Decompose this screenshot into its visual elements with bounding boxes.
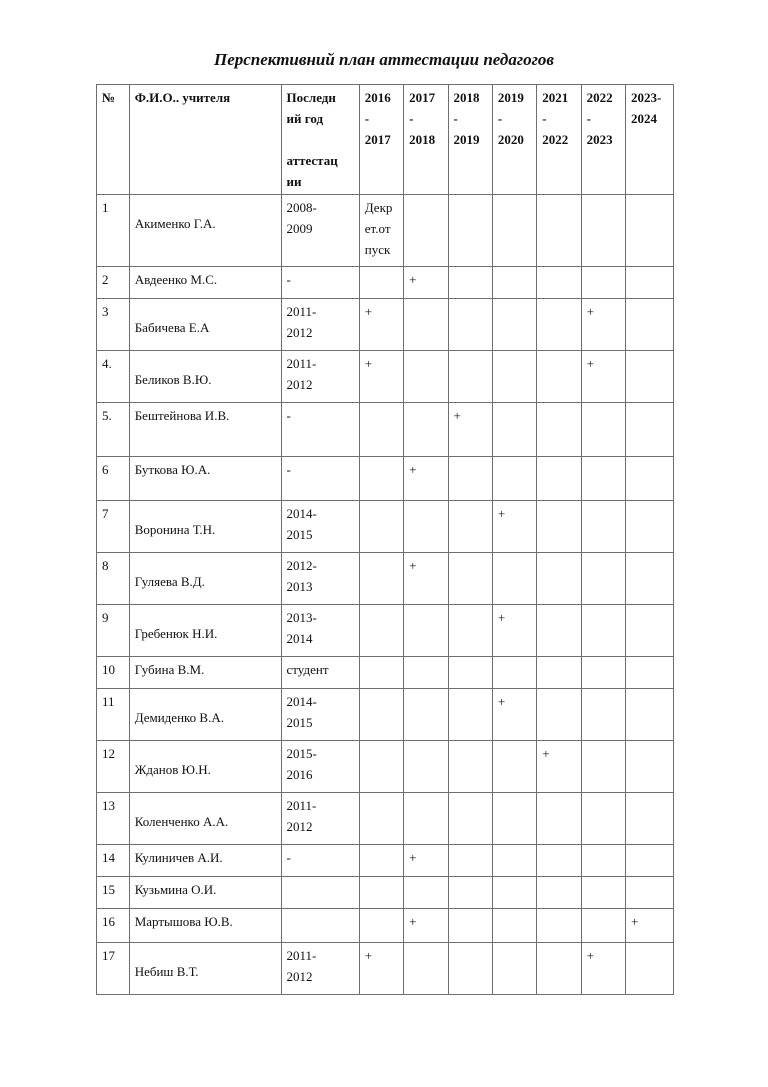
table-row [97, 689, 674, 741]
period-mark [404, 403, 448, 457]
period-mark [404, 909, 448, 943]
teacher-name-text: Губина В.М. [134, 662, 205, 677]
row-number [97, 689, 130, 741]
period-mark [448, 741, 492, 793]
teacher-name [129, 877, 281, 909]
period-mark [537, 909, 581, 943]
period-mark [492, 793, 536, 845]
period-mark [537, 501, 581, 553]
teacher-name-text: Гуляева В.Д. [134, 574, 205, 589]
period-mark [626, 457, 674, 501]
header-period: 2022 - 2023 [581, 85, 625, 195]
period-mark [359, 909, 403, 943]
period-mark [492, 741, 536, 793]
teacher-name [129, 845, 281, 877]
period-mark-text: + [586, 948, 594, 963]
table-row [97, 793, 674, 845]
period-mark [581, 943, 625, 995]
period-mark [359, 877, 403, 909]
last-attestation-year-text: 2013- 2014 [286, 610, 317, 646]
period-mark [404, 689, 448, 741]
period-mark [581, 657, 625, 689]
period-mark [448, 909, 492, 943]
row-number [97, 195, 130, 267]
period-mark-text: + [364, 948, 373, 963]
row-number-text: 8 [102, 558, 109, 573]
row-number-text: 14 [102, 850, 115, 865]
period-mark [537, 689, 581, 741]
period-mark [404, 501, 448, 553]
period-mark [581, 267, 625, 299]
period-mark [537, 403, 581, 457]
teacher-name [129, 195, 281, 267]
period-mark [492, 267, 536, 299]
row-number-text: 15 [102, 882, 115, 897]
period-mark [404, 605, 448, 657]
teacher-name-text: Небиш В.Т. [134, 964, 199, 979]
period-mark [537, 845, 581, 877]
teacher-name [129, 689, 281, 741]
period-mark [404, 553, 448, 605]
period-mark-text: + [631, 914, 639, 929]
last-attestation-year [281, 909, 359, 943]
teacher-name-text: Жданов Ю.Н. [134, 762, 211, 777]
period-mark [626, 501, 674, 553]
period-mark [626, 943, 674, 995]
last-attestation-year [281, 457, 359, 501]
period-mark [581, 351, 625, 403]
period-mark-text: + [409, 462, 417, 477]
teacher-name [129, 793, 281, 845]
last-attestation-year [281, 793, 359, 845]
period-mark-text: + [409, 272, 417, 287]
last-attestation-year-text: 2012- 2013 [286, 558, 317, 594]
period-mark [492, 351, 536, 403]
last-attestation-year-text: 2015- 2016 [286, 746, 317, 782]
period-mark [404, 845, 448, 877]
table-row [97, 845, 674, 877]
period-mark [537, 553, 581, 605]
row-number [97, 909, 130, 943]
period-mark [359, 195, 403, 267]
last-attestation-year [281, 689, 359, 741]
period-mark [581, 909, 625, 943]
last-attestation-year [281, 605, 359, 657]
last-attestation-year [281, 657, 359, 689]
row-number-text: 10 [102, 662, 115, 677]
period-mark [492, 689, 536, 741]
teacher-name-text: Буткова Ю.А. [134, 462, 211, 477]
teacher-name-text: Акименко Г.А. [134, 216, 216, 231]
row-number [97, 657, 130, 689]
row-number [97, 553, 130, 605]
row-number [97, 793, 130, 845]
teacher-name-text: Бештейнова И.В. [134, 408, 230, 423]
period-mark [359, 845, 403, 877]
period-mark [404, 877, 448, 909]
teacher-name-text: Бабичева Е.А [134, 320, 210, 335]
period-mark [359, 741, 403, 793]
last-attestation-year-text: студент [286, 662, 329, 677]
last-attestation-year-text: - [286, 408, 291, 423]
period-mark [537, 741, 581, 793]
last-attestation-year [281, 195, 359, 267]
period-mark-text: + [364, 304, 373, 319]
period-mark [359, 351, 403, 403]
period-mark [537, 457, 581, 501]
last-attestation-year [281, 267, 359, 299]
teacher-name [129, 457, 281, 501]
teacher-name-text: Беликов В.Ю. [134, 372, 212, 387]
table-row [97, 657, 674, 689]
period-mark [448, 299, 492, 351]
teacher-name [129, 605, 281, 657]
row-number [97, 351, 130, 403]
teacher-name-text: Коленченко А.А. [134, 814, 229, 829]
last-attestation-year [281, 877, 359, 909]
period-mark-text: + [453, 408, 461, 423]
teacher-name [129, 909, 281, 943]
period-mark [448, 943, 492, 995]
header-period: 2019 - 2020 [492, 85, 536, 195]
row-number-text: 1 [102, 200, 109, 215]
row-number-text: 6 [102, 462, 109, 477]
period-mark [581, 553, 625, 605]
last-attestation-year-text: 2008- 2009 [286, 200, 317, 236]
period-mark [581, 605, 625, 657]
last-attestation-year [281, 845, 359, 877]
table-row [97, 267, 674, 299]
row-number [97, 403, 130, 457]
table-row [97, 909, 674, 943]
last-attestation-year-text: - [286, 850, 291, 865]
period-mark [359, 943, 403, 995]
period-mark [626, 845, 674, 877]
row-number-text: 12 [102, 746, 115, 761]
period-mark [492, 457, 536, 501]
row-number [97, 267, 130, 299]
period-mark [581, 299, 625, 351]
teacher-name [129, 943, 281, 995]
period-mark [448, 845, 492, 877]
table-row [97, 605, 674, 657]
attestation-table [96, 84, 674, 995]
period-mark [492, 845, 536, 877]
period-mark [626, 877, 674, 909]
teacher-name-text: Воронина Т.Н. [134, 522, 216, 537]
period-mark [537, 195, 581, 267]
header-no: № [97, 85, 130, 195]
period-mark [404, 943, 448, 995]
period-mark [448, 267, 492, 299]
period-mark [448, 689, 492, 741]
last-attestation-year [281, 943, 359, 995]
row-number [97, 741, 130, 793]
period-mark [448, 605, 492, 657]
period-mark [359, 605, 403, 657]
period-mark [581, 845, 625, 877]
teacher-name [129, 501, 281, 553]
last-attestation-year [281, 553, 359, 605]
row-number [97, 877, 130, 909]
last-attestation-year [281, 299, 359, 351]
period-mark [581, 457, 625, 501]
period-mark [626, 267, 674, 299]
period-mark [537, 877, 581, 909]
period-mark [581, 403, 625, 457]
table-row [97, 299, 674, 351]
row-number-text: 5. [102, 408, 112, 423]
period-mark [448, 793, 492, 845]
row-number [97, 605, 130, 657]
period-mark-text: + [497, 610, 506, 625]
table-row [97, 351, 674, 403]
period-mark [537, 605, 581, 657]
teacher-name-text: Мартышова Ю.В. [134, 914, 233, 929]
period-mark [492, 909, 536, 943]
period-mark [359, 299, 403, 351]
period-mark [404, 657, 448, 689]
last-attestation-year [281, 501, 359, 553]
table-row [97, 553, 674, 605]
row-number [97, 943, 130, 995]
last-attestation-year-text: - [286, 462, 291, 477]
period-mark [448, 457, 492, 501]
teacher-name [129, 299, 281, 351]
period-mark [492, 605, 536, 657]
period-mark [626, 793, 674, 845]
row-number-text: 13 [102, 798, 115, 813]
period-mark [448, 877, 492, 909]
row-number-text: 9 [102, 610, 109, 625]
period-mark-text: + [497, 506, 506, 521]
teacher-name-text: Гребенюк Н.И. [134, 626, 218, 641]
period-mark [492, 943, 536, 995]
period-mark [492, 877, 536, 909]
last-attestation-year [281, 741, 359, 793]
period-mark-text: + [409, 558, 417, 573]
period-mark [359, 457, 403, 501]
period-mark [359, 267, 403, 299]
last-attestation-year-text: 2014- 2015 [286, 694, 317, 730]
period-mark [448, 657, 492, 689]
row-number-text: 17 [102, 948, 115, 963]
period-mark-text: + [364, 356, 373, 371]
period-mark [448, 553, 492, 605]
teacher-name [129, 351, 281, 403]
period-mark [448, 501, 492, 553]
table-row [97, 877, 674, 909]
period-mark-text: + [409, 850, 417, 865]
row-number-text: 11 [102, 694, 115, 709]
period-mark [537, 351, 581, 403]
period-mark [626, 351, 674, 403]
period-mark [359, 657, 403, 689]
period-mark-text: + [409, 914, 417, 929]
last-attestation-year-text: 2011- 2012 [286, 356, 317, 392]
period-mark [581, 741, 625, 793]
period-mark [359, 689, 403, 741]
header-period: 2017 - 2018 [404, 85, 448, 195]
header-last-year: Последн ий год аттестац ии [281, 85, 359, 195]
period-mark [626, 195, 674, 267]
period-mark [492, 657, 536, 689]
row-number [97, 501, 130, 553]
period-mark [448, 195, 492, 267]
period-mark [404, 351, 448, 403]
period-mark-text: + [542, 746, 550, 761]
period-mark [537, 793, 581, 845]
teacher-name-text: Авдеенко М.С. [134, 272, 218, 287]
header-period: 2018 - 2019 [448, 85, 492, 195]
row-number-text: 2 [102, 272, 109, 287]
period-mark [581, 501, 625, 553]
row-number [97, 457, 130, 501]
teacher-name-text: Кулиничев А.И. [134, 850, 223, 865]
teacher-name-text: Демиденко В.А. [134, 710, 224, 725]
period-mark [581, 793, 625, 845]
period-mark-text: + [586, 304, 594, 319]
header-period: 2016 - 2017 [359, 85, 403, 195]
period-mark [537, 267, 581, 299]
row-number-text: 7 [102, 506, 109, 521]
period-mark [537, 657, 581, 689]
period-mark [626, 909, 674, 943]
teacher-name [129, 741, 281, 793]
teacher-name [129, 553, 281, 605]
period-mark [448, 351, 492, 403]
period-mark [359, 501, 403, 553]
last-attestation-year [281, 351, 359, 403]
period-mark [537, 299, 581, 351]
period-mark [359, 403, 403, 457]
teacher-name-text: Кузьмина О.И. [134, 882, 217, 897]
table-row [97, 741, 674, 793]
last-attestation-year-text: 2011- 2012 [286, 798, 317, 834]
period-mark [537, 943, 581, 995]
period-mark [404, 195, 448, 267]
period-mark [492, 299, 536, 351]
period-mark [626, 553, 674, 605]
table-row [97, 195, 674, 267]
period-mark [581, 195, 625, 267]
header-name: Ф.И.О.. учителя [129, 85, 281, 195]
last-attestation-year [281, 403, 359, 457]
row-number-text: 16 [102, 914, 115, 929]
teacher-name [129, 267, 281, 299]
period-mark [626, 689, 674, 741]
period-mark [404, 267, 448, 299]
period-mark [492, 195, 536, 267]
period-mark [626, 605, 674, 657]
period-mark [359, 553, 403, 605]
last-attestation-year-text: - [286, 272, 291, 287]
period-mark [404, 741, 448, 793]
period-mark [492, 403, 536, 457]
period-mark [626, 403, 674, 457]
page-title: Перспективний план аттестации педагогов [213, 50, 555, 69]
table-row [97, 457, 674, 501]
row-number [97, 299, 130, 351]
period-mark [492, 501, 536, 553]
period-mark [448, 403, 492, 457]
table-row [97, 403, 674, 457]
table-row [97, 943, 674, 995]
period-mark [626, 299, 674, 351]
period-mark [359, 793, 403, 845]
last-attestation-year-text: 2011- 2012 [286, 948, 317, 984]
header-row [97, 85, 674, 195]
table-row [97, 501, 674, 553]
period-mark [581, 877, 625, 909]
last-attestation-year-text: 2014- 2015 [286, 506, 317, 542]
last-attestation-year-text: 2011- 2012 [286, 304, 317, 340]
period-mark [404, 299, 448, 351]
row-number-text: 3 [102, 304, 109, 319]
period-mark-text: + [497, 694, 506, 709]
period-mark-text: Декр ет.от пуск [364, 200, 393, 257]
teacher-name [129, 657, 281, 689]
row-number [97, 845, 130, 877]
period-mark [626, 657, 674, 689]
period-mark-text: + [586, 356, 594, 371]
header-period: 2021 - 2022 [537, 85, 581, 195]
period-mark [404, 457, 448, 501]
period-mark [492, 553, 536, 605]
teacher-name [129, 403, 281, 457]
period-mark [404, 793, 448, 845]
row-number-text: 4. [102, 356, 112, 371]
period-mark [626, 741, 674, 793]
period-mark [581, 689, 625, 741]
header-period: 2023- 2024 [626, 85, 674, 195]
